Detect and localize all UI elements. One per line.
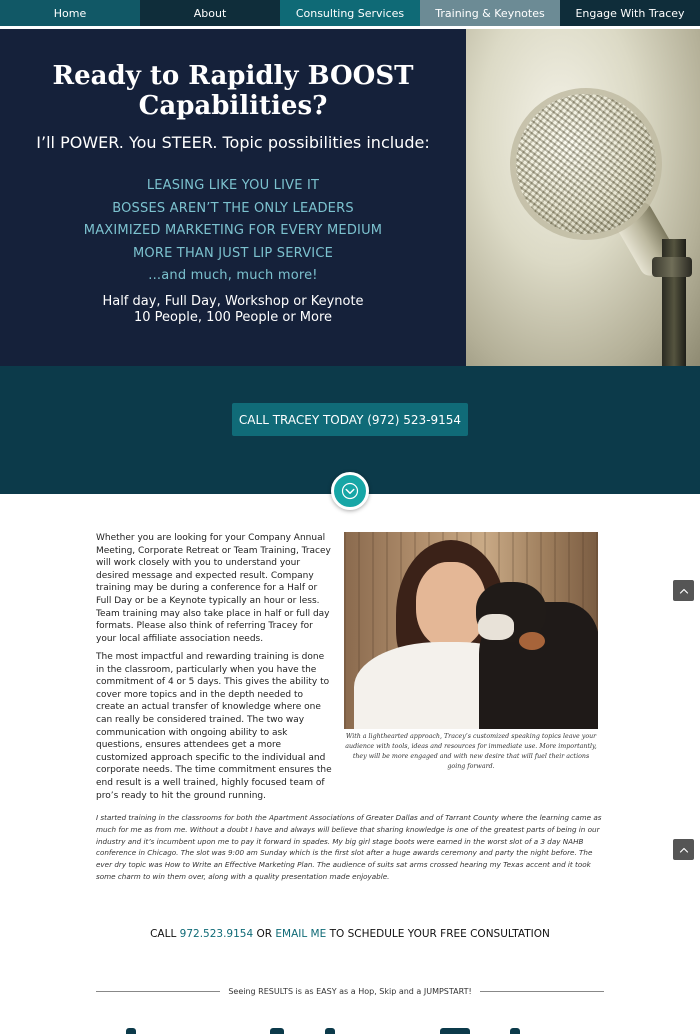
microphone-clip bbox=[652, 257, 692, 277]
chevron-up-icon bbox=[678, 844, 690, 856]
photo-dog-marking bbox=[519, 632, 545, 650]
chevron-up-icon bbox=[678, 585, 690, 597]
hero-title bbox=[0, 61, 466, 121]
hero-section bbox=[0, 29, 700, 366]
training-story-quote: I started training in the classrooms for both the Apartment Associations of Greater Dallas and of Tarrant County where the learning came as much for me as from me. Without a doubt I have and always will believe that sharing knowledge is one of the greatest parts of being in our industry and it’s incumbent upon me to pay it forward in spades. My big girl stage boots were earned in the worst slot of a 3 day NAHB conference in Chicago. The slot was 9:00 am Sunday which is the first slot after a huge awards ceremony and party the night before. The ever dry topic was How to Write an Effective Marketing Plan. The audience of suits sat arms crossed hearing my Texas accent and it took some charm to win them over, along with a quality presentation made enjoyable. bbox=[96, 813, 602, 881]
formats-line1: Half day, Full Day, Workshop or Keynote bbox=[102, 294, 364, 309]
topic-item: BOSSES AREN’T THE ONLY LEADERS bbox=[112, 200, 354, 216]
divider-line-left bbox=[96, 991, 220, 992]
topic-item: LEASING LIKE YOU LIVE IT bbox=[146, 178, 320, 193]
nav-item-engage-with-tracey[interactable]: Engage With Tracey bbox=[560, 0, 700, 26]
hero-title-line1: Ready to Rapidly BOOST bbox=[52, 61, 414, 91]
main-nav bbox=[0, 0, 700, 26]
results-divider bbox=[96, 984, 604, 998]
divider-line-right bbox=[480, 991, 604, 992]
scroll-down-button[interactable] bbox=[331, 472, 369, 510]
topic-list bbox=[0, 175, 466, 288]
photo-caption: With a lighthearted approach, Tracey’s customized speaking topics leave your audience with tools, ideas and resources for immediate use. More importantly, they will be more engaged and with new desire that will fuel their actions going forward. bbox=[345, 733, 597, 770]
topic-item: MORE THAN JUST LIP SERVICE bbox=[132, 245, 334, 261]
call-tracey-button[interactable]: CALL TRACEY TODAY (972) 523-9154 bbox=[232, 403, 468, 436]
tracey-with-dog-photo bbox=[344, 532, 598, 729]
photo-dog-muzzle bbox=[478, 614, 514, 640]
topic-item: ...and much, much more! bbox=[148, 268, 318, 283]
consultation-line bbox=[0, 928, 700, 940]
scroll-up-button[interactable] bbox=[673, 839, 694, 860]
phone-link[interactable]: 972.523.9154 bbox=[179, 928, 254, 940]
email-me-link[interactable]: EMAIL ME bbox=[275, 928, 327, 940]
consult-suffix: TO SCHEDULE YOUR FREE CONSULTATION bbox=[329, 928, 550, 940]
divider-text: Seeing RESULTS is as EASY as a Hop, Skip and a JUMPSTART! bbox=[228, 986, 472, 996]
nav-item-home[interactable]: Home bbox=[0, 0, 140, 26]
hero-text-panel bbox=[0, 29, 466, 366]
glyph-fragment bbox=[440, 1028, 470, 1034]
topic-item: MAXIMIZED MARKETING FOR EVERY MEDIUM bbox=[83, 223, 383, 238]
classroom-paragraph: The most impactful and rewarding training is done in the classroom, particularly when you have the commitment of 4 or 5 days. This gives the ability to cover more topics and in the depth needed to create an actual transfer of knowledge where one can really be considered trained. The two way communication with ongoing ability to ask questions, ensures attendees get a more customized approach specific to the individual and corporate needs. The time commitment ensures the end result is a well trained, highly focused team of pro’s ready to hit the ground running. bbox=[96, 652, 332, 801]
glyph-fragment bbox=[126, 1028, 136, 1034]
consult-middle: OR bbox=[256, 928, 273, 940]
scroll-up-button[interactable] bbox=[673, 580, 694, 601]
nav-item-about[interactable]: About bbox=[140, 0, 280, 26]
glyph-fragment bbox=[510, 1028, 520, 1034]
glyph-fragment bbox=[270, 1028, 284, 1034]
glyph-fragment bbox=[325, 1028, 335, 1034]
hero-title-line2: Capabilities? bbox=[138, 91, 328, 121]
microphone-photo bbox=[466, 29, 700, 366]
nav-item-training-keynotes[interactable]: Training & Keynotes bbox=[420, 0, 560, 26]
clipped-heading-fragment bbox=[120, 1026, 590, 1034]
hero-subtitle: I’ll POWER. You STEER. Topic possibilities include: bbox=[36, 133, 430, 152]
intro-paragraph: Whether you are looking for your Company Annual Meeting, Corporate Retreat or Team Training, Tracey will work closely with you to understand your desired message and expected result. Company training may be during a conference for a Half or Full Day or be a Keynote typically an hour or less. Team training may also take place in half or full day formats. Please also think of referring Tracey for your local affiliate association needs. bbox=[96, 533, 331, 644]
formats-line2: 10 People, 100 People or More bbox=[133, 310, 333, 325]
hero-formats bbox=[0, 294, 466, 326]
nav-item-consulting-services[interactable]: Consulting Services bbox=[280, 0, 420, 26]
consult-prefix: CALL bbox=[150, 928, 177, 940]
chevron-down-icon bbox=[341, 482, 359, 500]
